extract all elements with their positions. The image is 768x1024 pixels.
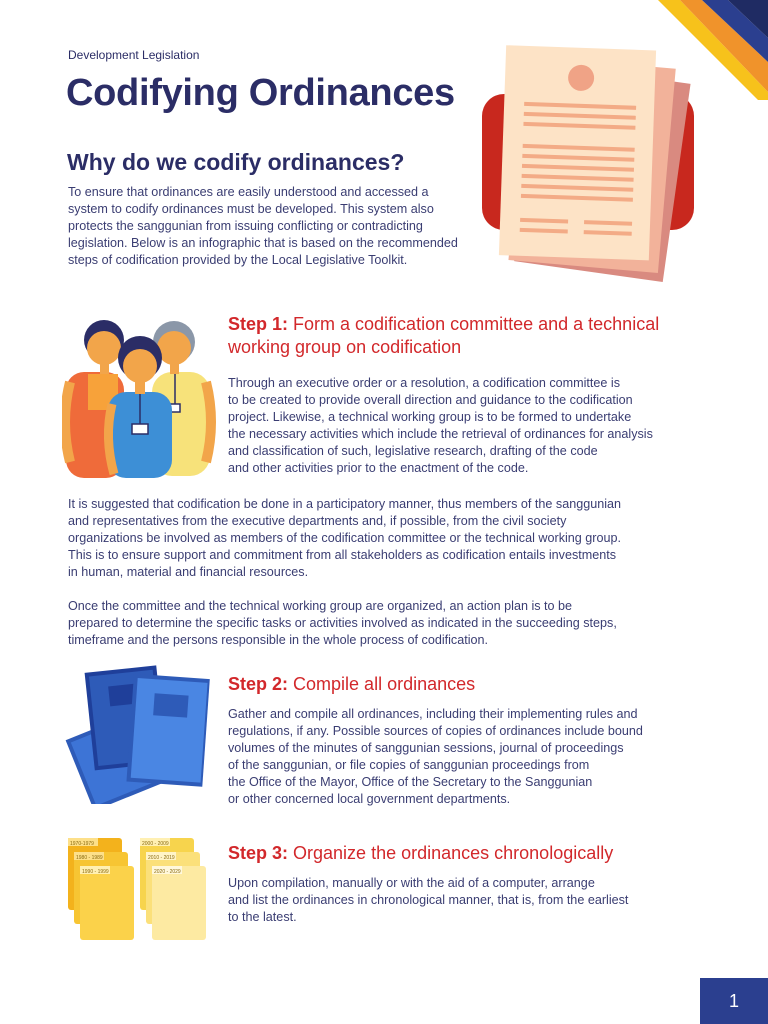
intro-paragraph: To ensure that ordinances are easily understood and accessed a system to codify ordinances must be developed. This system also protects the sanggunian from issuing conflicting or contradicting legislation. Below is an infographic that is based on the recommended steps of codification provided by the Local Legislative Toolkit. bbox=[68, 185, 458, 267]
step-3-heading bbox=[228, 842, 708, 865]
text-line: the necessary activities which include the retrieval of ordinances for analysis bbox=[228, 427, 653, 441]
text-line: and other activities prior to the enactment of the code. bbox=[228, 461, 529, 475]
text-line: in human, material and financial resources. bbox=[68, 565, 309, 579]
text-line: organizations be involved as members of the codification committee or the technical working group. bbox=[68, 531, 622, 545]
section-kicker: Development Legislation bbox=[68, 48, 200, 62]
action-plan-paragraph bbox=[68, 598, 728, 649]
step-3-body bbox=[228, 875, 728, 926]
text-line: Through an executive order or a resolution, a codification committee is bbox=[228, 376, 621, 390]
page-title: Codifying Ordinances bbox=[66, 72, 455, 114]
folder-tab-label: 2020 - 2029 bbox=[154, 869, 181, 875]
text-line: and classification of such, legislative research, drafting of the code bbox=[228, 444, 598, 458]
folder-tab-label: 2010 - 2019 bbox=[148, 855, 175, 861]
step-1-body bbox=[228, 375, 728, 477]
step-2-body bbox=[228, 706, 728, 808]
text-line: project. Likewise, a technical working group is to be formed to undertake bbox=[228, 410, 632, 424]
text-line: Upon compilation, manually or with the aid of a computer, arrange bbox=[228, 876, 595, 890]
text-line: to be created to provide overall direction and guidance to the codification bbox=[228, 393, 633, 407]
folder-tab-label: 2000 - 2009 bbox=[142, 841, 169, 847]
page-number: 1 bbox=[700, 978, 768, 1024]
section-subtitle: Why do we codify ordinances? bbox=[67, 149, 405, 175]
folder-tab-label: 1970-1979 bbox=[70, 841, 94, 847]
folders-icon bbox=[66, 836, 208, 946]
text-line: to the latest. bbox=[228, 910, 297, 924]
people-group-icon bbox=[62, 312, 218, 480]
step-1-heading bbox=[228, 313, 708, 359]
text-line: regulations, if any. Possible sources of copies of ordinances include bound bbox=[228, 724, 643, 738]
text-line: and representatives from the executive departments and, if possible, from the civil society bbox=[68, 514, 567, 528]
text-line: or other concerned local government departments. bbox=[228, 792, 511, 806]
step-2-heading bbox=[228, 673, 708, 696]
text-line: It is suggested that codification be done in a participatory manner, thus members of the sanggunian bbox=[68, 497, 622, 511]
text-line: the Office of the Mayor, Office of the Secretary to the Sanggunian bbox=[228, 775, 593, 789]
text-line: of the sanggunian, or file copies of sanggunian proceedings from bbox=[228, 758, 590, 772]
books-icon bbox=[64, 662, 216, 804]
text-line: This is to ensure support and commitment from all stakeholders as codification entails investments bbox=[68, 548, 617, 562]
text-line: volumes of the minutes of sanggunian sessions, journal of proceedings bbox=[228, 741, 624, 755]
step-1-label: Step 1: bbox=[228, 314, 289, 334]
folder-tab-label: 1980 - 1989 bbox=[76, 855, 103, 861]
step-3-label: Step 3: bbox=[228, 843, 289, 863]
text-line: and list the ordinances in chronological manner, that is, from the earliest bbox=[228, 893, 629, 907]
text-line: Once the committee and the technical working group are organized, an action plan is to be bbox=[68, 599, 573, 613]
document-stack-icon bbox=[478, 42, 698, 297]
participatory-paragraph bbox=[68, 496, 728, 581]
step-2-title: Compile all ordinances bbox=[293, 674, 476, 694]
folder-tab-label: 1990 - 1999 bbox=[82, 869, 109, 875]
step-1-title: Form a codification committee and a technical working group on codification bbox=[228, 314, 660, 357]
text-line: prepared to determine the specific tasks or activities involved as indicated in the succeeding steps, bbox=[68, 616, 617, 630]
step-3-title: Organize the ordinances chronologically bbox=[293, 843, 614, 863]
step-2-label: Step 2: bbox=[228, 674, 289, 694]
text-line: timeframe and the persons responsible in the whole process of codification. bbox=[68, 633, 489, 647]
text-line: Gather and compile all ordinances, including their implementing rules and bbox=[228, 707, 638, 721]
